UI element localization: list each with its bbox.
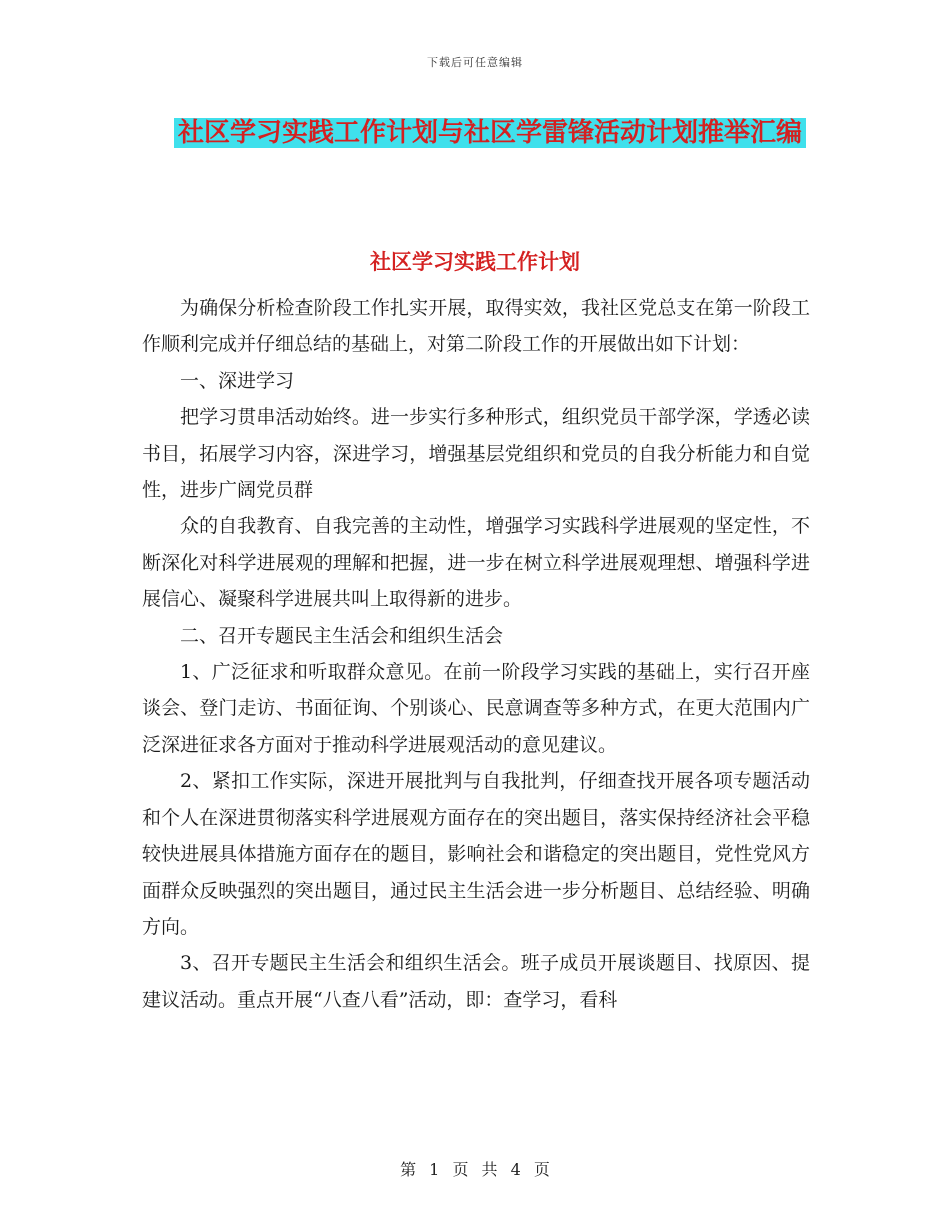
document-title — [150, 108, 830, 158]
page-footer: 第 1 页 共 4 页 — [400, 1160, 550, 1179]
header-note: 下载后可任意编辑 — [427, 56, 523, 69]
paragraph: 一、深进学习 — [180, 369, 295, 392]
paragraph: 3、召开专题民主生活会和组织生活会。班子成员开展谈题目、找原因、提建议活动。重点开展“八查八看”活动，即：查学习，看科 — [142, 952, 810, 1011]
paragraph: 为确保分析检查阶段工作扎实开展，取得实效，我社区党总支在第一阶段工作顺利完成并仔细总结的基础上，对第二阶段工作的开展做出如下计划： — [142, 297, 810, 356]
paragraph: 众的自我教育、自我完善的主动性，增强学习实践科学进展观的坚定性，不断深化对科学进展观的理解和把握，进一步在树立科学进展观理想、增强科学进展信心、凝聚科学进展共叫上取得新的进步。 — [142, 515, 810, 611]
paragraph: 1、广泛征求和听取群众意见。在前一阶段学习实践的基础上，实行召开座谈会、登门走访、书面征询、个别谈心、民意调查等多种方式，在更大范围内广泛深进征求各方面对于推动科学进展观活动的意见建议。 — [142, 661, 810, 756]
document-title-text: 社区学习实践工作计划与社区学雷锋活动计划推举汇编 — [174, 118, 806, 148]
paragraph: 二、召开专题民主生活会和组织生活会 — [180, 624, 504, 647]
document-body — [142, 290, 810, 1018]
paragraph: 2、紧扣工作实际，深进开展批判与自我批判，仔细查找开展各项专题活动和个人在深进贯彻落实科学进展观方面存在的突出题目，落实保持经济社会平稳较快进展具体措施方面存在的题目，影响社会和谐稳定的突出题目，党性党风方面群众反映强烈的突出题目，通过民主生活会进一步分析题目、总结经验、明确方向。 — [142, 770, 810, 938]
paragraph: 把学习贯串活动始终。进一步实行多种形式，组织党员干部学深，学透必读书目，拓展学习内容，深进学习，增强基层党组织和党员的自我分析能力和自觉性，进步广阔党员群 — [142, 406, 810, 502]
section-title: 社区学习实践工作计划 — [370, 249, 580, 274]
